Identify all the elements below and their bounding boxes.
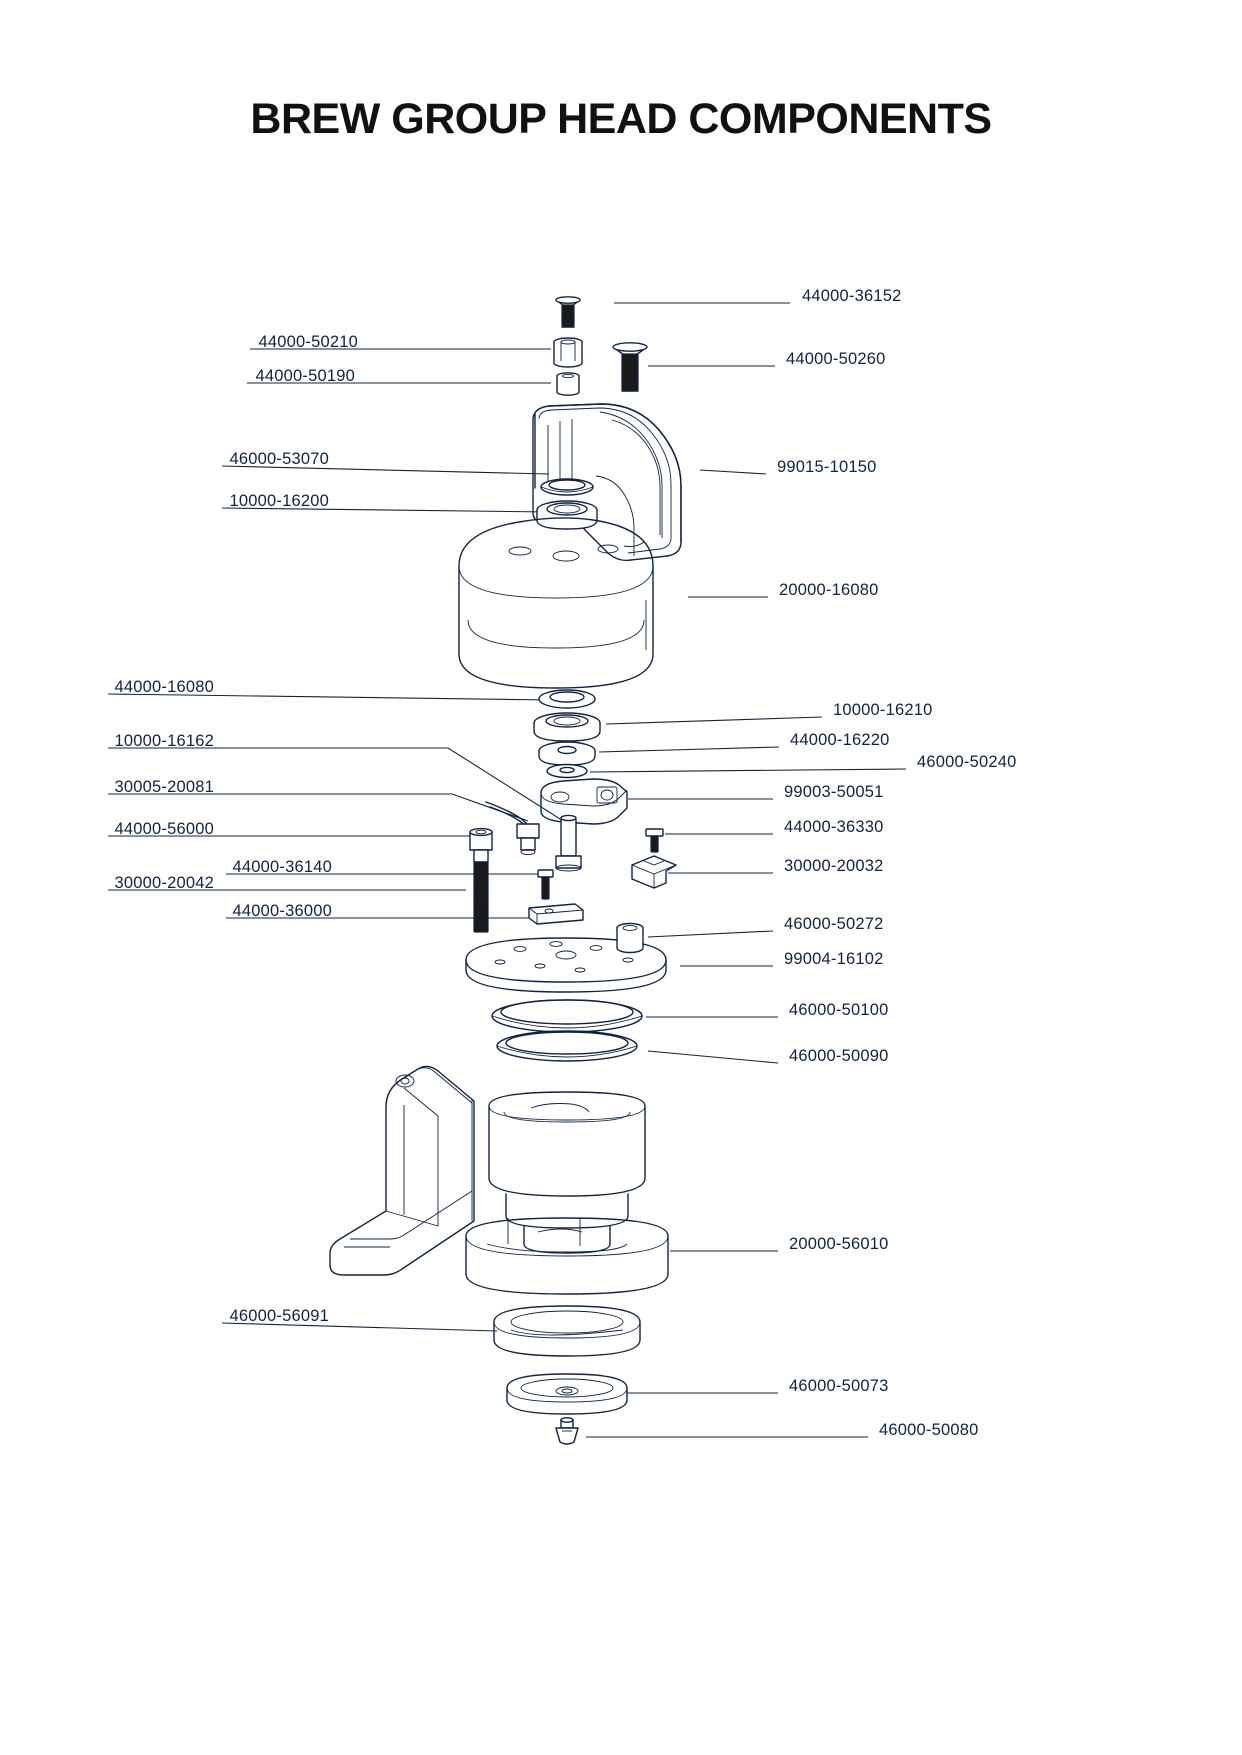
part-44000-36152 — [556, 297, 580, 327]
callout-46000-50100: 46000-50100 — [789, 1001, 889, 1019]
part-30000-20042 — [529, 904, 583, 924]
part-44000-50210 — [554, 338, 582, 367]
part-44000-56000 — [470, 829, 492, 932]
part-46000-50240 — [547, 765, 587, 778]
part-10000-16200 — [537, 501, 597, 529]
callout-44000-56000: 44000-56000 — [114, 820, 214, 838]
callout-99003-50051: 99003-50051 — [784, 783, 884, 801]
part-10000-16210 — [534, 713, 600, 741]
part-46000-50272 — [617, 924, 643, 953]
callout-44000-50210: 44000-50210 — [258, 333, 358, 351]
part-46000-50100 — [492, 1000, 642, 1032]
part-10000-16162 — [556, 815, 581, 871]
callout-44000-36330: 44000-36330 — [784, 818, 884, 836]
callout-44000-36000: 44000-36000 — [232, 902, 332, 920]
part-30005-20081 — [486, 802, 539, 855]
part-44000-36330 — [646, 829, 663, 852]
callout-30000-20032: 30000-20032 — [784, 857, 884, 875]
part-46000-53070 — [541, 479, 593, 495]
callout-46000-50073: 46000-50073 — [789, 1377, 889, 1395]
part-46000-50080 — [556, 1418, 578, 1444]
callout-20000-56010: 20000-56010 — [789, 1235, 889, 1253]
callout-46000-56091: 46000-56091 — [229, 1307, 329, 1325]
callout-44000-16080: 44000-16080 — [114, 678, 214, 696]
part-44000-36140 — [538, 870, 553, 899]
part-44000-16080 — [539, 690, 595, 708]
page-title: BREW GROUP HEAD COMPONENTS — [250, 95, 992, 143]
callout-46000-50080: 46000-50080 — [879, 1421, 979, 1439]
callout-44000-50260: 44000-50260 — [786, 350, 886, 368]
callout-44000-16220: 44000-16220 — [790, 731, 890, 749]
part-30000-20032 — [632, 856, 676, 888]
part-44000-16220 — [539, 742, 595, 765]
callout-30005-20081: 30005-20081 — [114, 778, 214, 796]
part-46000-56091 — [494, 1306, 640, 1356]
part-20000-16080 — [459, 518, 653, 688]
callout-20000-16080: 20000-16080 — [779, 581, 879, 599]
part-44000-50260 — [613, 343, 647, 391]
callout-10000-16162: 10000-16162 — [114, 732, 214, 750]
callout-99004-16102: 99004-16102 — [784, 950, 884, 968]
callout-46000-50272: 46000-50272 — [784, 915, 884, 933]
callout-44000-50190: 44000-50190 — [255, 367, 355, 385]
part-46000-50073 — [507, 1374, 627, 1414]
callout-46000-50240: 46000-50240 — [917, 753, 1017, 771]
callout-46000-50090: 46000-50090 — [789, 1047, 889, 1065]
callout-46000-53070: 46000-53070 — [229, 450, 329, 468]
callout-99015-10150: 99015-10150 — [777, 458, 877, 476]
callout-10000-16210: 10000-16210 — [833, 701, 933, 719]
callout-30000-20042: 30000-20042 — [114, 874, 214, 892]
callout-44000-36140: 44000-36140 — [232, 858, 332, 876]
part-99003-50051 — [541, 779, 627, 824]
callout-44000-36152: 44000-36152 — [802, 287, 902, 305]
part-44000-50190 — [557, 373, 579, 395]
part-46000-50090 — [497, 1031, 637, 1061]
part-20000-56010 — [330, 1066, 668, 1294]
callout-10000-16200: 10000-16200 — [229, 492, 329, 510]
